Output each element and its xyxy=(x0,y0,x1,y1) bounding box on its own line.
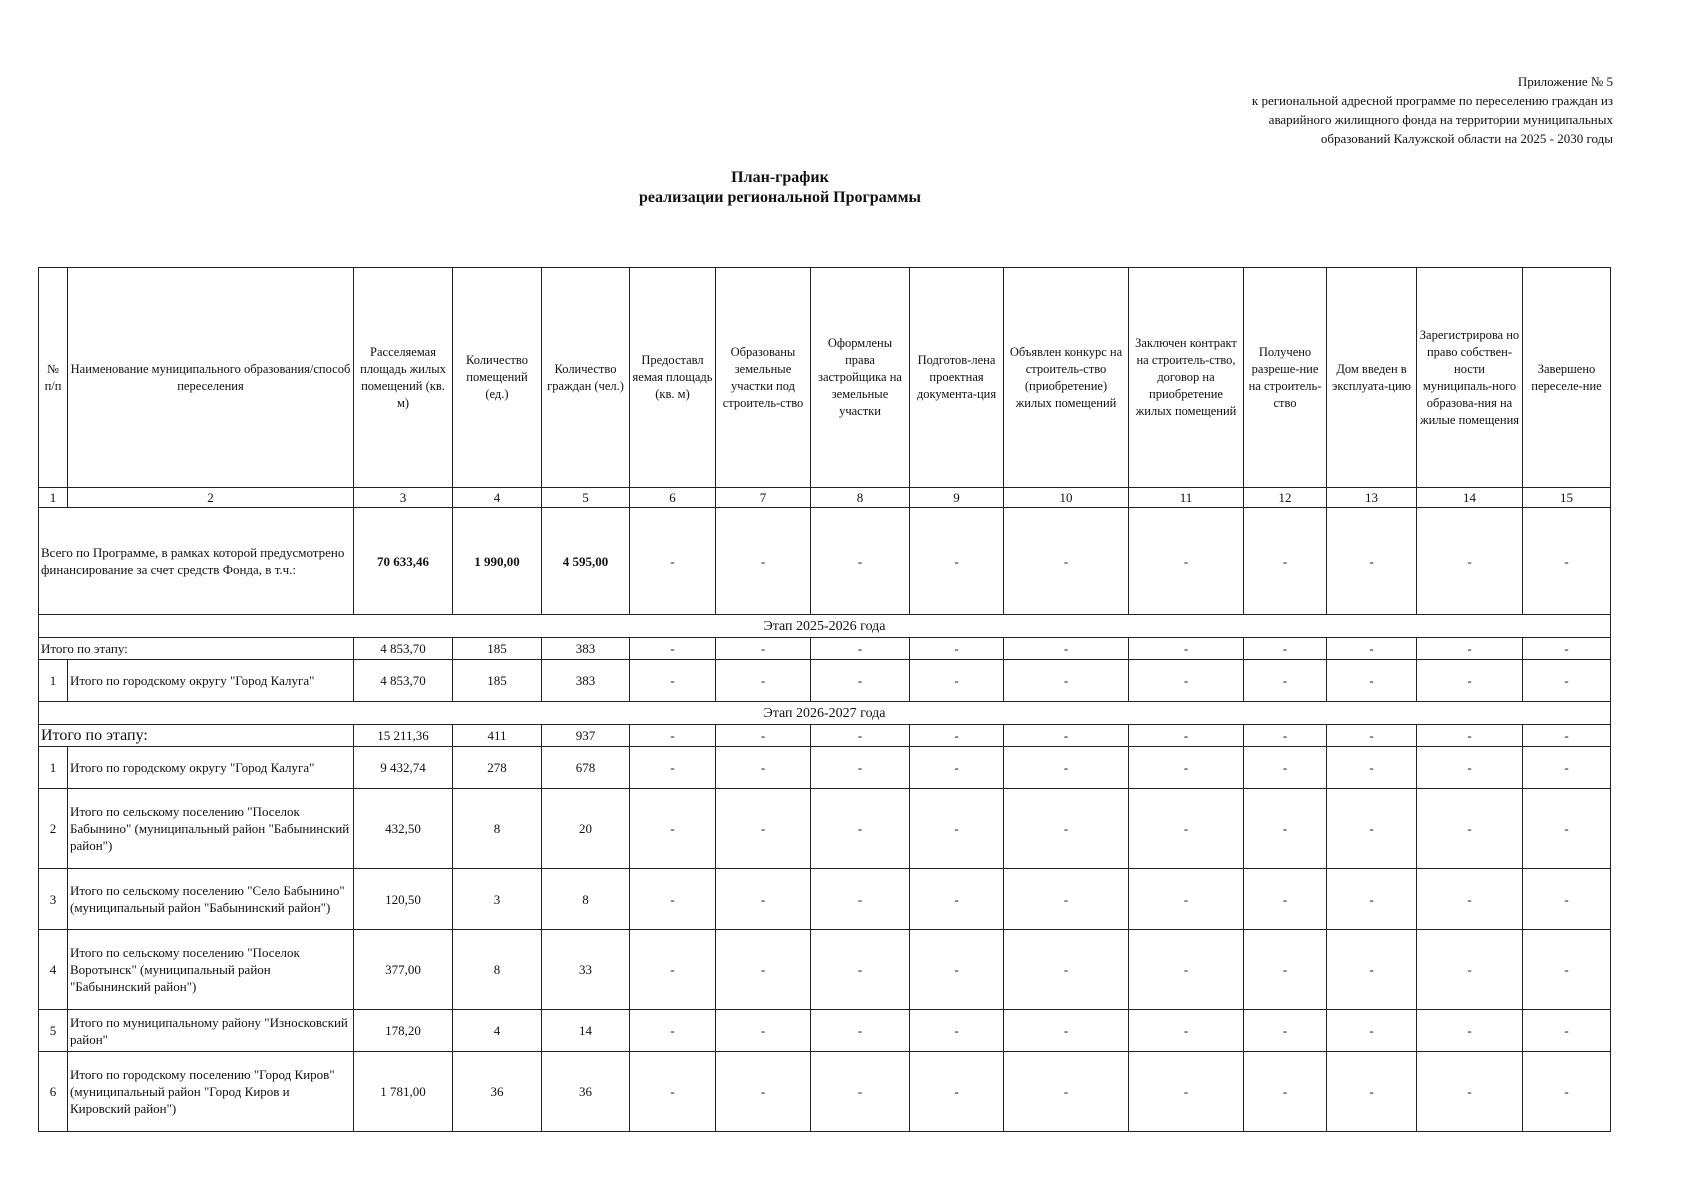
row-number: 6 xyxy=(39,1052,68,1132)
area-value: 4 853,70 xyxy=(354,660,453,702)
annex-line: аварийного жилищного фонда на территории муниципальных xyxy=(1268,112,1613,127)
municipality-name: Итого по городскому округу "Город Калуга" xyxy=(68,747,354,789)
column-number: 2 xyxy=(68,488,354,508)
column-header: Оформлены права застройщика на земельные участки xyxy=(811,268,910,488)
column-number-row xyxy=(39,488,1611,508)
status-dash: - xyxy=(630,660,716,702)
status-dash: - xyxy=(910,508,1004,615)
status-dash: - xyxy=(811,747,910,789)
status-dash: - xyxy=(1129,869,1244,930)
status-dash: - xyxy=(910,789,1004,869)
column-number: 14 xyxy=(1417,488,1523,508)
rooms-value: 8 xyxy=(453,789,542,869)
stage-area: 4 853,70 xyxy=(354,638,453,660)
column-number: 7 xyxy=(716,488,811,508)
municipality-name: Итого по городскому округу "Город Калуга" xyxy=(68,660,354,702)
status-dash: - xyxy=(1004,638,1129,660)
status-dash: - xyxy=(630,1052,716,1132)
data-row xyxy=(39,930,1611,1010)
status-dash: - xyxy=(1004,725,1129,747)
status-dash: - xyxy=(1129,789,1244,869)
data-row xyxy=(39,747,1611,789)
column-header: Наименование муниципального образования/способ переселения xyxy=(68,268,354,488)
status-dash: - xyxy=(630,789,716,869)
status-dash: - xyxy=(811,508,910,615)
status-dash: - xyxy=(716,508,811,615)
column-number: 1 xyxy=(39,488,68,508)
status-dash: - xyxy=(630,1010,716,1052)
status-dash: - xyxy=(1327,660,1417,702)
status-dash: - xyxy=(716,930,811,1010)
column-header: Предоставл яемая площадь (кв. м) xyxy=(630,268,716,488)
column-number: 3 xyxy=(354,488,453,508)
program-total-label: Всего по Программе, в рамках которой предусмотрено финансирование за счет средств Фонда, в т.ч.: xyxy=(39,508,354,615)
status-dash: - xyxy=(811,638,910,660)
status-dash: - xyxy=(910,725,1004,747)
title-line: реализации региональной Программы xyxy=(639,189,921,206)
column-number: 10 xyxy=(1004,488,1129,508)
annex-note xyxy=(1093,72,1613,148)
row-number: 1 xyxy=(39,747,68,789)
status-dash: - xyxy=(1129,1010,1244,1052)
row-number: 4 xyxy=(39,930,68,1010)
rooms-value: 3 xyxy=(453,869,542,930)
status-dash: - xyxy=(910,869,1004,930)
status-dash: - xyxy=(1523,1052,1611,1132)
area-value: 178,20 xyxy=(354,1010,453,1052)
title-line: План-график xyxy=(731,169,829,186)
status-dash: - xyxy=(811,1010,910,1052)
stage-total-label: Итого по этапу: xyxy=(39,725,354,747)
program-total-row xyxy=(39,508,1611,615)
status-dash: - xyxy=(716,638,811,660)
status-dash: - xyxy=(1129,660,1244,702)
stage-title: Этап 2026-2027 года xyxy=(39,702,1611,725)
status-dash: - xyxy=(1129,725,1244,747)
status-dash: - xyxy=(630,747,716,789)
column-number: 5 xyxy=(542,488,630,508)
area-value: 432,50 xyxy=(354,789,453,869)
annex-line: образований Калужской области на 2025 - 2030 годы xyxy=(1320,131,1613,146)
status-dash: - xyxy=(630,508,716,615)
stage-total-row xyxy=(39,638,1611,660)
stage-area: 15 211,36 xyxy=(354,725,453,747)
column-number: 4 xyxy=(453,488,542,508)
data-row xyxy=(39,789,1611,869)
stage-total-label: Итого по этапу: xyxy=(39,638,354,660)
column-header: № п/п xyxy=(39,268,68,488)
column-header: Образованы земельные участки под строитель-ство xyxy=(716,268,811,488)
status-dash: - xyxy=(1129,638,1244,660)
header-row xyxy=(39,268,1611,488)
stage-total-row xyxy=(39,725,1611,747)
status-dash: - xyxy=(1417,660,1523,702)
stage-title: Этап 2025-2026 года xyxy=(39,615,1611,638)
status-dash: - xyxy=(910,930,1004,1010)
status-dash: - xyxy=(1327,747,1417,789)
citizens-value: 36 xyxy=(542,1052,630,1132)
total-area: 70 633,46 xyxy=(354,508,453,615)
column-header: Количество помещений (ед.) xyxy=(453,268,542,488)
status-dash: - xyxy=(1004,660,1129,702)
column-header: Заключен контракт на строитель-ство, договор на приобретение жилых помещений xyxy=(1129,268,1244,488)
status-dash: - xyxy=(716,725,811,747)
status-dash: - xyxy=(811,930,910,1010)
column-header: Дом введен в эксплуата-цию xyxy=(1327,268,1417,488)
status-dash: - xyxy=(1327,638,1417,660)
status-dash: - xyxy=(630,638,716,660)
column-number: 12 xyxy=(1244,488,1327,508)
stage-title-row xyxy=(39,702,1611,725)
rooms-value: 185 xyxy=(453,660,542,702)
annex-line: Приложение № 5 xyxy=(1517,74,1613,89)
status-dash: - xyxy=(716,747,811,789)
data-row xyxy=(39,660,1611,702)
status-dash: - xyxy=(910,1010,1004,1052)
status-dash: - xyxy=(1327,725,1417,747)
data-row xyxy=(39,1010,1611,1052)
row-number: 3 xyxy=(39,869,68,930)
status-dash: - xyxy=(1327,789,1417,869)
status-dash: - xyxy=(1244,725,1327,747)
column-number: 8 xyxy=(811,488,910,508)
status-dash: - xyxy=(630,869,716,930)
status-dash: - xyxy=(1004,930,1129,1010)
status-dash: - xyxy=(1523,747,1611,789)
rooms-value: 8 xyxy=(453,930,542,1010)
column-number: 15 xyxy=(1523,488,1611,508)
column-header: Завершено переселе-ние xyxy=(1523,268,1611,488)
row-number: 2 xyxy=(39,789,68,869)
annex-line: к региональной адресной программе по переселению граждан из xyxy=(1251,93,1613,108)
column-header: Объявлен конкурс на строитель-ство (приобретение) жилых помещений xyxy=(1004,268,1129,488)
status-dash: - xyxy=(1417,508,1523,615)
area-value: 120,50 xyxy=(354,869,453,930)
status-dash: - xyxy=(1004,789,1129,869)
status-dash: - xyxy=(1004,869,1129,930)
status-dash: - xyxy=(811,869,910,930)
status-dash: - xyxy=(1004,747,1129,789)
status-dash: - xyxy=(1417,1052,1523,1132)
status-dash: - xyxy=(716,1010,811,1052)
citizens-value: 383 xyxy=(542,660,630,702)
status-dash: - xyxy=(1523,725,1611,747)
citizens-value: 8 xyxy=(542,869,630,930)
status-dash: - xyxy=(1327,508,1417,615)
status-dash: - xyxy=(1417,930,1523,1010)
rooms-value: 4 xyxy=(453,1010,542,1052)
status-dash: - xyxy=(1244,1010,1327,1052)
plan-table xyxy=(38,267,1611,1132)
area-value: 9 432,74 xyxy=(354,747,453,789)
column-header: Подготов-лена проектная документа-ция xyxy=(910,268,1004,488)
data-row xyxy=(39,869,1611,930)
status-dash: - xyxy=(1004,508,1129,615)
status-dash: - xyxy=(1129,508,1244,615)
data-row xyxy=(39,1052,1611,1132)
status-dash: - xyxy=(1129,747,1244,789)
stage-title-row xyxy=(39,615,1611,638)
status-dash: - xyxy=(1129,930,1244,1010)
status-dash: - xyxy=(716,789,811,869)
rooms-value: 36 xyxy=(453,1052,542,1132)
status-dash: - xyxy=(1417,725,1523,747)
rooms-value: 278 xyxy=(453,747,542,789)
status-dash: - xyxy=(1417,1010,1523,1052)
stage-rooms: 411 xyxy=(453,725,542,747)
total-citizens: 4 595,00 xyxy=(542,508,630,615)
status-dash: - xyxy=(910,660,1004,702)
status-dash: - xyxy=(1244,508,1327,615)
status-dash: - xyxy=(1327,930,1417,1010)
status-dash: - xyxy=(716,660,811,702)
municipality-name: Итого по сельскому поселению "Поселок Бабынино" (муниципальный район "Бабынинский район") xyxy=(68,789,354,869)
citizens-value: 20 xyxy=(542,789,630,869)
row-number: 1 xyxy=(39,660,68,702)
status-dash: - xyxy=(1244,638,1327,660)
status-dash: - xyxy=(1244,747,1327,789)
status-dash: - xyxy=(1417,869,1523,930)
status-dash: - xyxy=(1523,930,1611,1010)
status-dash: - xyxy=(1523,1010,1611,1052)
status-dash: - xyxy=(630,725,716,747)
status-dash: - xyxy=(1244,1052,1327,1132)
area-value: 377,00 xyxy=(354,930,453,1010)
area-value: 1 781,00 xyxy=(354,1052,453,1132)
column-header: Расселяемая площадь жилых помещений (кв. м) xyxy=(354,268,453,488)
status-dash: - xyxy=(1327,1052,1417,1132)
status-dash: - xyxy=(1417,638,1523,660)
citizens-value: 678 xyxy=(542,747,630,789)
status-dash: - xyxy=(910,638,1004,660)
column-number: 11 xyxy=(1129,488,1244,508)
status-dash: - xyxy=(1417,747,1523,789)
status-dash: - xyxy=(1004,1010,1129,1052)
citizens-value: 14 xyxy=(542,1010,630,1052)
total-rooms: 1 990,00 xyxy=(453,508,542,615)
status-dash: - xyxy=(716,869,811,930)
column-number: 6 xyxy=(630,488,716,508)
status-dash: - xyxy=(1523,638,1611,660)
status-dash: - xyxy=(1244,789,1327,869)
status-dash: - xyxy=(811,1052,910,1132)
status-dash: - xyxy=(1244,930,1327,1010)
status-dash: - xyxy=(1244,660,1327,702)
status-dash: - xyxy=(1327,1010,1417,1052)
status-dash: - xyxy=(1004,1052,1129,1132)
document-title xyxy=(0,168,1560,208)
municipality-name: Итого по городскому поселению "Город Киров" (муниципальный район "Город Киров и Кировский район") xyxy=(68,1052,354,1132)
stage-citizens: 383 xyxy=(542,638,630,660)
column-number: 13 xyxy=(1327,488,1417,508)
row-number: 5 xyxy=(39,1010,68,1052)
status-dash: - xyxy=(910,747,1004,789)
municipality-name: Итого по муниципальному району "Износковский район" xyxy=(68,1010,354,1052)
status-dash: - xyxy=(1417,789,1523,869)
status-dash: - xyxy=(1523,660,1611,702)
column-number: 9 xyxy=(910,488,1004,508)
status-dash: - xyxy=(1244,869,1327,930)
column-header: Количество граждан (чел.) xyxy=(542,268,630,488)
stage-rooms: 185 xyxy=(453,638,542,660)
municipality-name: Итого по сельскому поселению "Село Бабынино" (муниципальный район "Бабынинский район") xyxy=(68,869,354,930)
status-dash: - xyxy=(1523,789,1611,869)
status-dash: - xyxy=(811,660,910,702)
status-dash: - xyxy=(1523,869,1611,930)
citizens-value: 33 xyxy=(542,930,630,1010)
status-dash: - xyxy=(1129,1052,1244,1132)
stage-citizens: 937 xyxy=(542,725,630,747)
status-dash: - xyxy=(1523,508,1611,615)
municipality-name: Итого по сельскому поселению "Поселок Воротынск" (муниципальный район "Бабынинский район") xyxy=(68,930,354,1010)
status-dash: - xyxy=(1327,869,1417,930)
column-header: Зарегистрирова но право собствен-ности муниципаль-ного образова-ния на жилые помещения xyxy=(1417,268,1523,488)
status-dash: - xyxy=(910,1052,1004,1132)
column-header: Получено разреше-ние на строитель-ство xyxy=(1244,268,1327,488)
status-dash: - xyxy=(630,930,716,1010)
status-dash: - xyxy=(811,725,910,747)
status-dash: - xyxy=(716,1052,811,1132)
status-dash: - xyxy=(811,789,910,869)
